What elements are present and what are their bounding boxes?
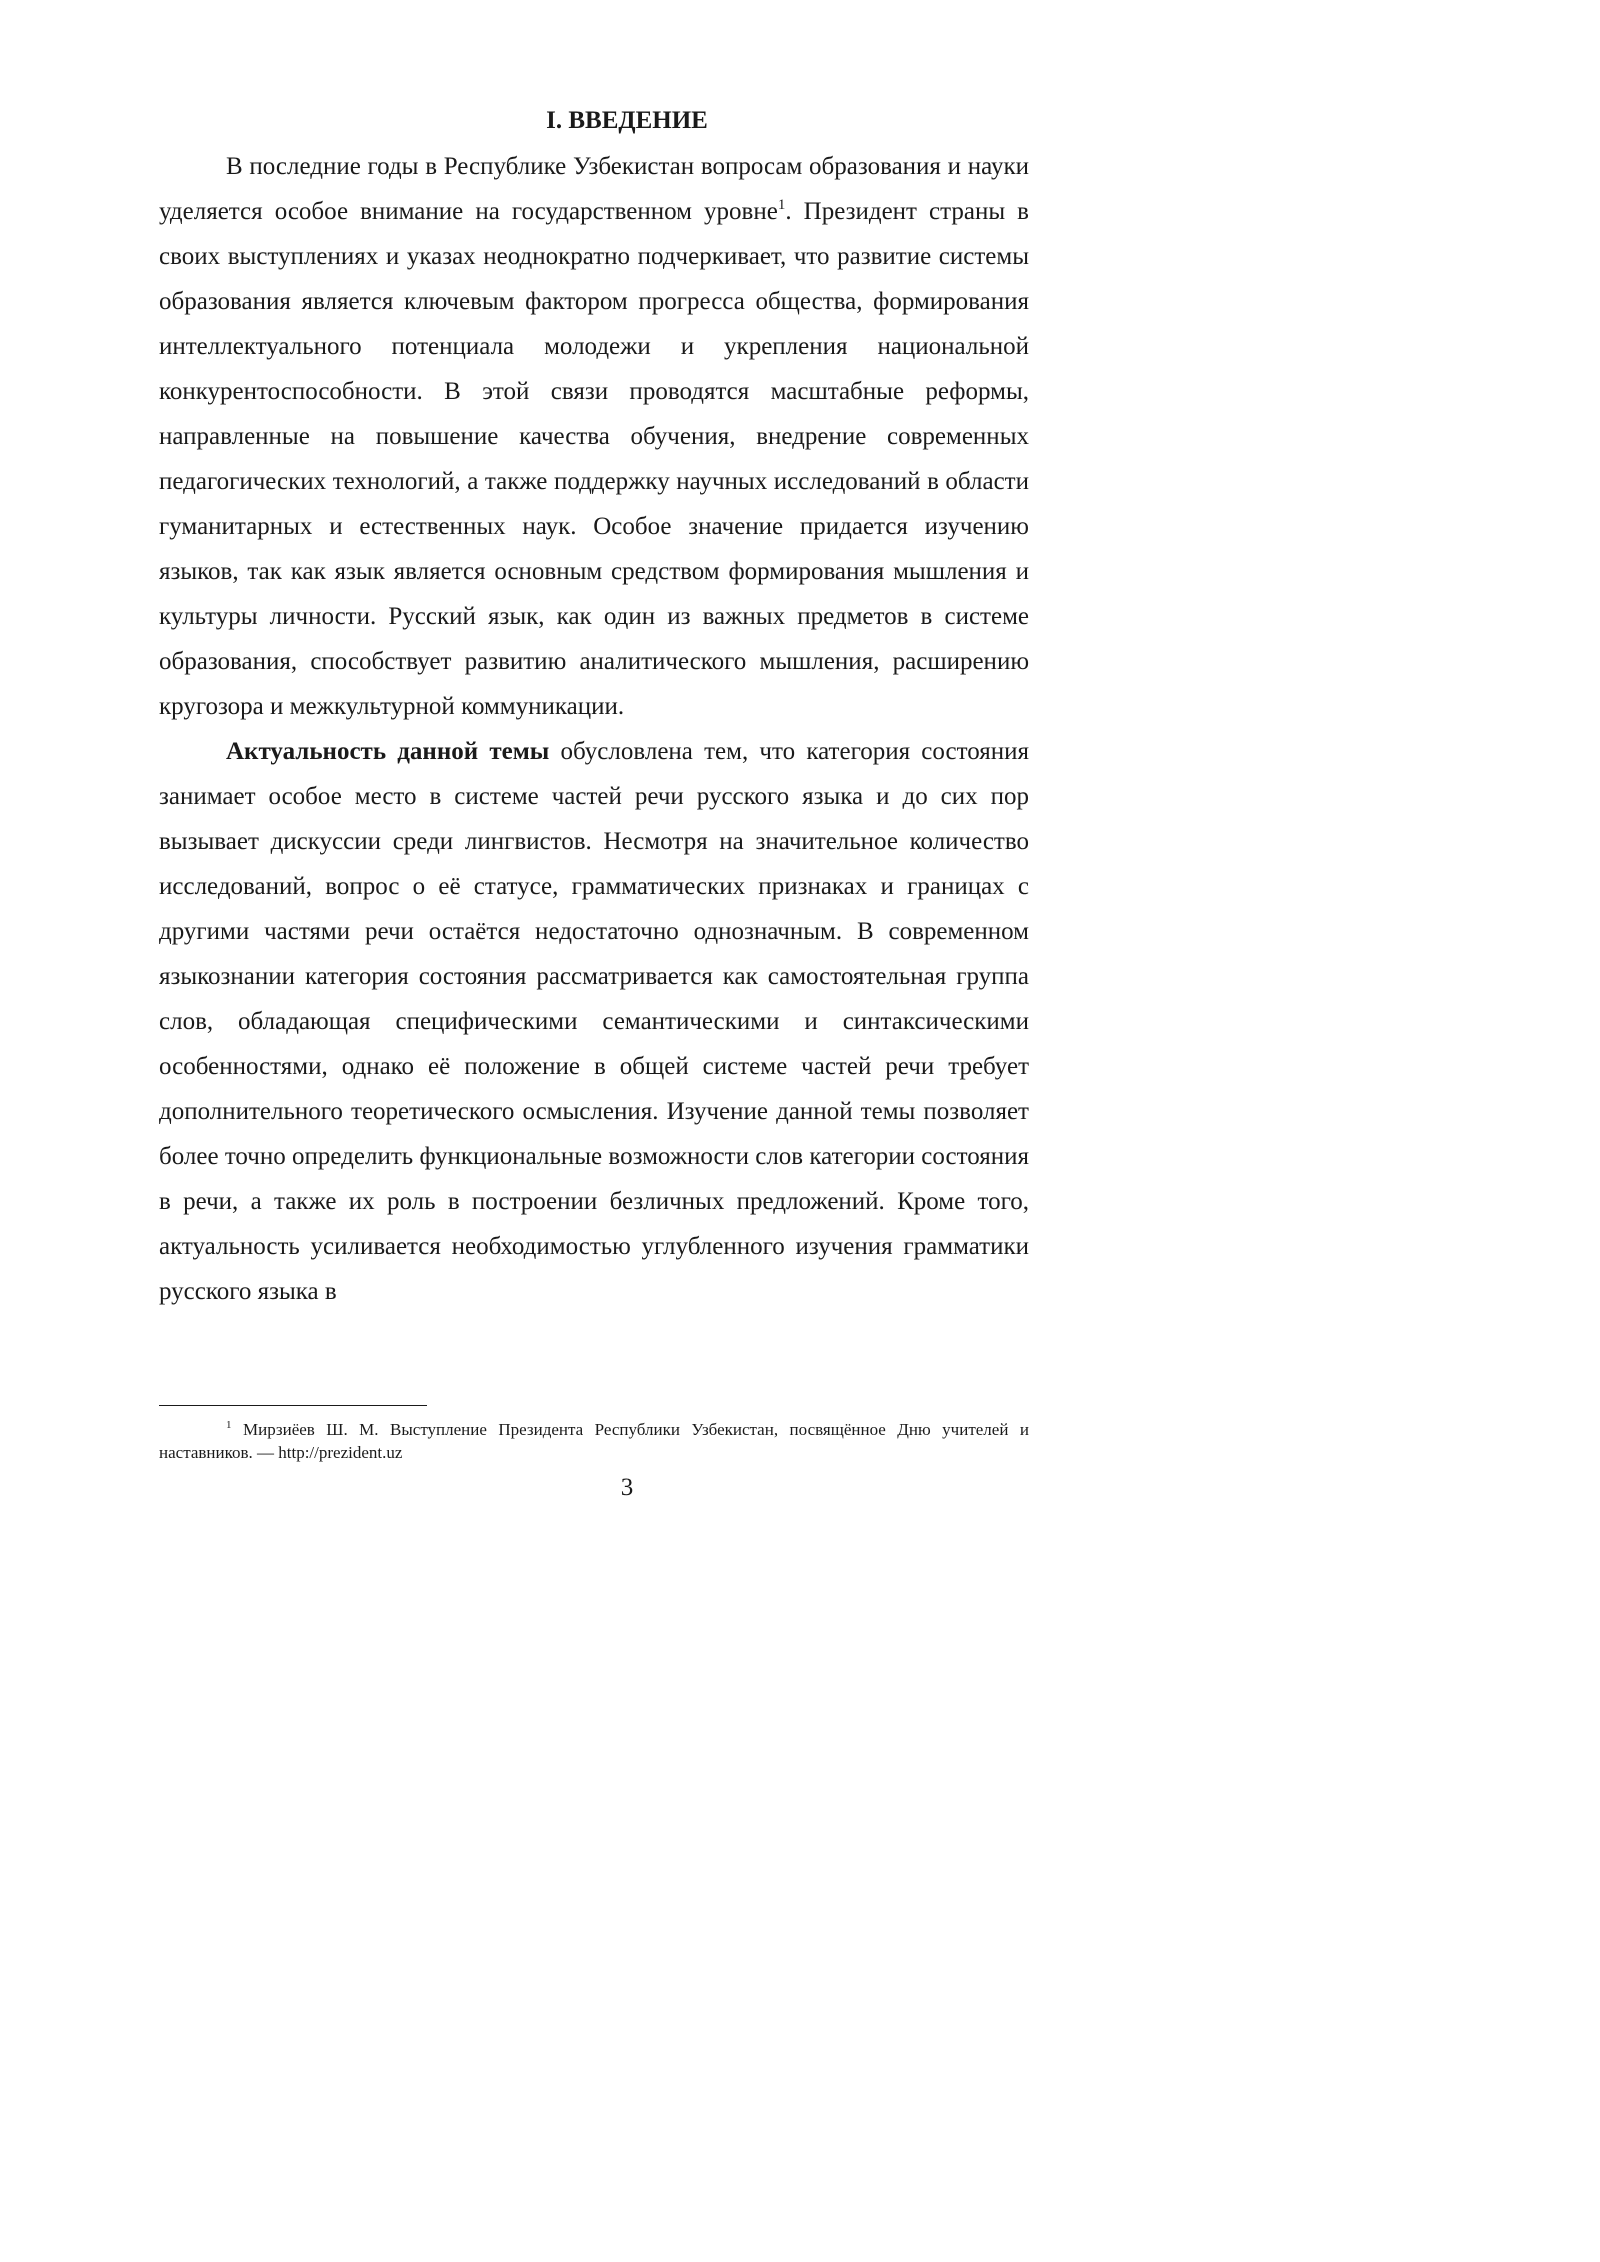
paragraph-relevance: [159, 729, 1029, 1314]
footnote-text: Мирзиёев Ш. М. Выступление Президента Республики Узбекистан, посвящённое Дню учителей и наставников. — http://prezident.uz: [159, 1420, 1029, 1462]
paragraph-text: обусловлена тем, что категория состояния занимает особое место в системе частей речи русского языка и до сих пор вызывает дискуссии среди лингвистов. Несмотря на значительное количество исследований, вопрос о её статусе, грамматических признаках и границах с другими частями речи остаётся недостаточно однозначным. В современном языкознании категория состояния рассматривается как самостоятельная группа слов, обладающая специфическими семантическими и синтаксическими особенностями, однако её положение в общей системе частей речи требует дополнительного теоретического осмысления. Изучение данной темы позволяет более точно определить функциональные возможности слов категории состояния в речи, а также их роль в построении безличных предложений. Кроме того, актуальность усиливается необходимостью углубленного изучения грамматики русского языка в: [159, 738, 1029, 1305]
paragraph-introduction: [159, 144, 1029, 729]
body-text: [159, 144, 1029, 1314]
footnote: [159, 1418, 1029, 1464]
footnote-marker: 1: [226, 1419, 232, 1431]
page-number: 3: [620, 1474, 634, 1501]
document-page: [0, 0, 1100, 1555]
paragraph-text: . Президент страны в своих выступлениях и указах неоднократно подчеркивает, что развитие системы образования является ключевым фактором прогресса общества, формирования интеллектуального потенциала молодежи и укрепления национальной конкурентоспособности. В этой связи проводятся масштабные реформы, направленные на повышение качества обучения, внедрение современных педагогических технологий, а также поддержку научных исследований в области гуманитарных и естественных наук. Особое значение придается изучению языков, так как язык является основным средством формирования мышления и культуры личности. Русский язык, как один из важных предметов в системе образования, способствует развитию аналитического мышления, расширению кругозора и межкультурной коммуникации.: [159, 198, 1029, 720]
section-heading: I. ВВЕДЕНИЕ: [546, 107, 708, 134]
footnote-reference[interactable]: 1: [777, 197, 786, 213]
footnote-separator: [159, 1405, 427, 1406]
paragraph-text: В последние годы в Республике Узбекистан вопросам образования и науки уделяется особое внимание на государственном уровне: [159, 153, 1029, 225]
bold-lead-phrase: Актуальность данной темы: [226, 738, 550, 765]
